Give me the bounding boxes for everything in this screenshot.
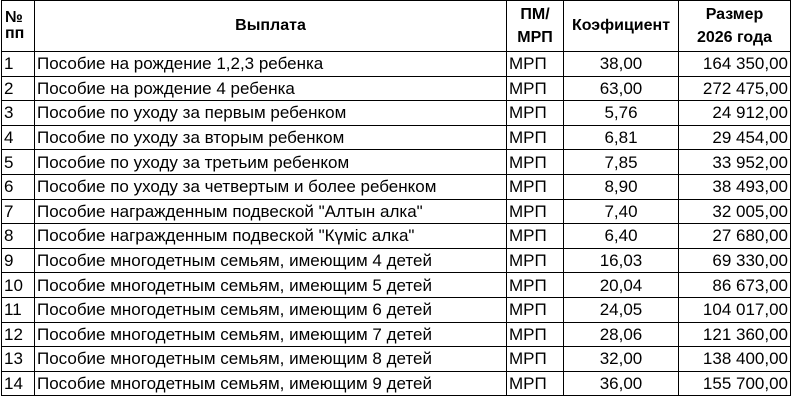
amount-cell: 155 700,00 bbox=[679, 371, 791, 396]
unit-cell: МРП bbox=[507, 322, 564, 347]
coefficient-cell: 5,76 bbox=[564, 101, 679, 126]
unit-cell: МРП bbox=[507, 273, 564, 298]
row-number: 5 bbox=[2, 150, 35, 175]
benefit-name: Пособие на рождение 4 ребенка bbox=[35, 76, 507, 101]
table-row bbox=[2, 125, 791, 150]
header-amount-line2: 2026 года bbox=[696, 29, 773, 46]
header-coefficient: Коэфициент bbox=[564, 1, 679, 52]
amount-cell: 121 360,00 bbox=[679, 322, 791, 347]
amount-cell: 29 454,00 bbox=[679, 125, 791, 150]
unit-cell: МРП bbox=[507, 199, 564, 224]
row-number: 6 bbox=[2, 174, 35, 199]
amount-cell: 27 680,00 bbox=[679, 224, 791, 249]
table-row bbox=[2, 273, 791, 298]
table-row bbox=[2, 76, 791, 101]
row-number: 7 bbox=[2, 199, 35, 224]
coefficient-cell: 16,03 bbox=[564, 248, 679, 273]
unit-cell: МРП bbox=[507, 248, 564, 273]
header-number bbox=[2, 1, 35, 52]
amount-cell: 138 400,00 bbox=[679, 347, 791, 372]
coefficient-cell: 20,04 bbox=[564, 273, 679, 298]
header-row bbox=[2, 1, 791, 52]
header-number-line1: № bbox=[5, 9, 23, 26]
amount-cell: 104 017,00 bbox=[679, 297, 791, 322]
coefficient-cell: 24,05 bbox=[564, 297, 679, 322]
table-row bbox=[2, 52, 791, 77]
unit-cell: МРП bbox=[507, 224, 564, 249]
benefit-name: Пособие многодетным семьям, имеющим 8 детей bbox=[35, 347, 507, 372]
benefit-name: Пособие по уходу за третьим ребенком bbox=[35, 150, 507, 175]
unit-cell: МРП bbox=[507, 174, 564, 199]
unit-cell: МРП bbox=[507, 297, 564, 322]
coefficient-cell: 32,00 bbox=[564, 347, 679, 372]
benefit-name: Пособие многодетным семьям, имеющим 5 детей bbox=[35, 273, 507, 298]
coefficient-cell: 38,00 bbox=[564, 52, 679, 77]
amount-cell: 38 493,00 bbox=[679, 174, 791, 199]
amount-cell: 24 912,00 bbox=[679, 101, 791, 126]
row-number: 13 bbox=[2, 347, 35, 372]
amount-cell: 33 952,00 bbox=[679, 150, 791, 175]
coefficient-cell: 63,00 bbox=[564, 76, 679, 101]
header-amount-line1: Размер bbox=[705, 5, 764, 23]
table-row bbox=[2, 224, 791, 249]
unit-cell: МРП bbox=[507, 125, 564, 150]
row-number: 8 bbox=[2, 224, 35, 249]
header-payment: Выплата bbox=[35, 1, 507, 52]
benefit-name: Пособие многодетным семьям, имеющим 6 детей bbox=[35, 297, 507, 322]
amount-cell: 32 005,00 bbox=[679, 199, 791, 224]
row-number: 14 bbox=[2, 371, 35, 396]
coefficient-cell: 6,40 bbox=[564, 224, 679, 249]
benefit-name: Пособие по уходу за вторым ребенком bbox=[35, 125, 507, 150]
benefit-name: Пособие многодетным семьям, имеющим 9 детей bbox=[35, 371, 507, 396]
table-row bbox=[2, 371, 791, 396]
unit-cell: МРП bbox=[507, 76, 564, 101]
unit-cell: МРП bbox=[507, 347, 564, 372]
table-row bbox=[2, 101, 791, 126]
table-row bbox=[2, 322, 791, 347]
row-number: 10 bbox=[2, 273, 35, 298]
coefficient-cell: 28,06 bbox=[564, 322, 679, 347]
unit-cell: МРП bbox=[507, 52, 564, 77]
benefit-name: Пособие награжденным подвеской "Алтын алка" bbox=[35, 199, 507, 224]
row-number: 11 bbox=[2, 297, 35, 322]
header-number-line2: пп bbox=[5, 25, 25, 42]
row-number: 3 bbox=[2, 101, 35, 126]
benefit-name: Пособие многодетным семьям, имеющим 7 детей bbox=[35, 322, 507, 347]
amount-cell: 86 673,00 bbox=[679, 273, 791, 298]
coefficient-cell: 8,90 bbox=[564, 174, 679, 199]
amount-cell: 164 350,00 bbox=[679, 52, 791, 77]
coefficient-cell: 7,40 bbox=[564, 199, 679, 224]
row-number: 9 bbox=[2, 248, 35, 273]
header-unit-line1: ПМ/ bbox=[520, 5, 550, 23]
table-row bbox=[2, 347, 791, 372]
amount-cell: 69 330,00 bbox=[679, 248, 791, 273]
header-unit bbox=[507, 1, 564, 52]
unit-cell: МРП bbox=[507, 101, 564, 126]
table-row bbox=[2, 297, 791, 322]
row-number: 4 bbox=[2, 125, 35, 150]
table-body bbox=[2, 52, 791, 396]
benefit-name: Пособие награжденным подвеской "Күміс алка" bbox=[35, 224, 507, 249]
row-number: 12 bbox=[2, 322, 35, 347]
coefficient-cell: 7,85 bbox=[564, 150, 679, 175]
benefit-name: Пособие на рождение 1,2,3 ребенка bbox=[35, 52, 507, 77]
table-header bbox=[2, 1, 791, 52]
coefficient-cell: 36,00 bbox=[564, 371, 679, 396]
table-row bbox=[2, 150, 791, 175]
benefit-name: Пособие по уходу за четвертым и более ребенком bbox=[35, 174, 507, 199]
header-amount bbox=[679, 1, 791, 52]
benefits-table bbox=[1, 0, 791, 396]
amount-cell: 272 475,00 bbox=[679, 76, 791, 101]
unit-cell: МРП bbox=[507, 371, 564, 396]
benefit-name: Пособие по уходу за первым ребенком bbox=[35, 101, 507, 126]
row-number: 2 bbox=[2, 76, 35, 101]
coefficient-cell: 6,81 bbox=[564, 125, 679, 150]
benefit-name: Пособие многодетным семьям, имеющим 4 детей bbox=[35, 248, 507, 273]
table-row bbox=[2, 248, 791, 273]
row-number: 1 bbox=[2, 52, 35, 77]
header-unit-line2: МРП bbox=[517, 29, 553, 46]
table-row bbox=[2, 199, 791, 224]
unit-cell: МРП bbox=[507, 150, 564, 175]
table-row bbox=[2, 174, 791, 199]
